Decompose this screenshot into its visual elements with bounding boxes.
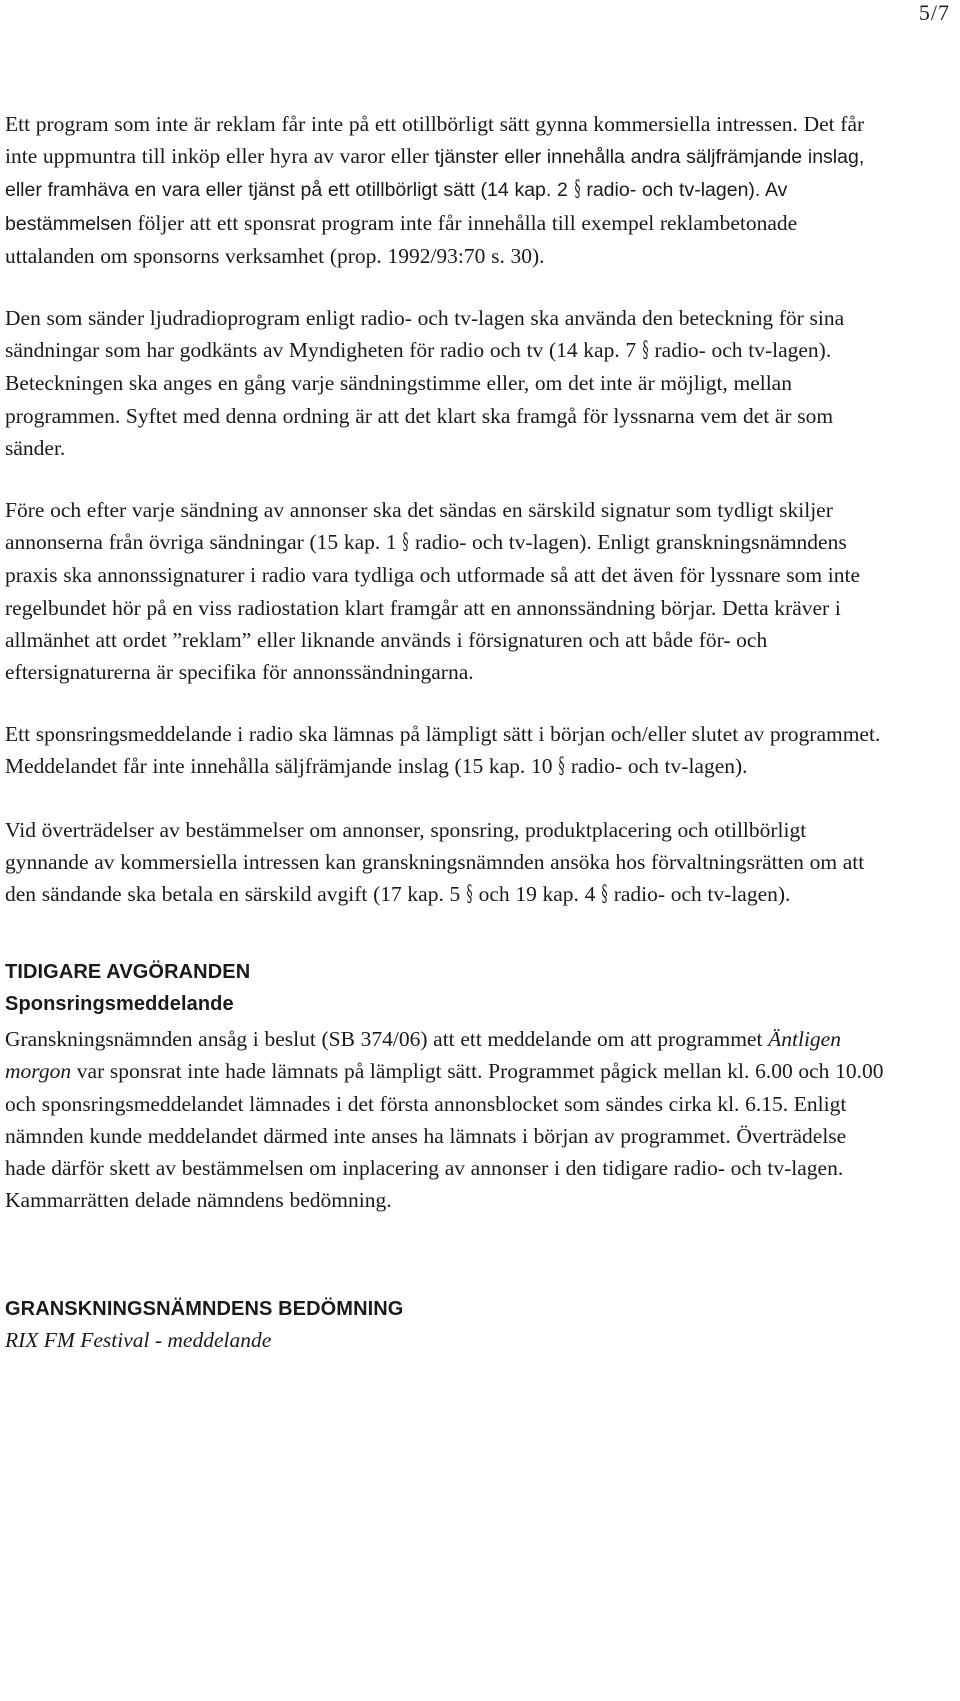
heading-sponsringsmeddelande: Sponsringsmeddelande <box>5 993 234 1016</box>
paragraph-1-text-c: radio- och tv-lagen). Av bestämmelsen <box>5 179 788 235</box>
paragraph-6-text-b: var sponsrat inte hade lämnats på lämpligt sätt. Programmet pågick mellan kl. 6.00 och 10.00 och sponsringsmeddelandet lämnades i det första annonsblocket som sändes cirka kl. 6.15. Enligt nämnden kunde meddelandet därmed inte anses ha lämnats i början av programmet. Överträdelse hade därför skett av bestämmelsen om inplacering av annonser i den tidigare radio- och tv-lagen. Kammarrätten delade nämndens bedömning. <box>5 1059 884 1213</box>
paragraph-5-text-c: radio- och tv-lagen). <box>608 882 791 907</box>
section-sign: § <box>558 754 565 780</box>
paragraph-6 <box>5 1023 885 1216</box>
section-sign: § <box>402 530 409 556</box>
document-body <box>5 108 885 1356</box>
program-title: Äntligen morgon <box>5 1027 841 1084</box>
paragraph-4-text-a: Ett sponsringsmeddelande i radio ska lämnas på lämpligt sätt i början och/eller slutet av programmet. Meddelandet får inte innehålla säljfrämjande inslag (15 kap. 10 <box>5 722 881 779</box>
subheading-rix-fm: RIX FM Festival - meddelande <box>5 1328 272 1353</box>
paragraph-4 <box>5 718 885 783</box>
paragraph-2 <box>5 302 885 464</box>
paragraph-1-text-d: följer att ett sponsrat program inte får innehålla till exempel reklambetonade uttalanden om sponsorns verksamhet (prop. 1992/93:70 s. 30). <box>5 210 798 268</box>
heading-tidigare-avgoranden: TIDIGARE AVGÖRANDEN <box>5 961 251 984</box>
paragraph-1 <box>5 108 885 272</box>
paragraph-5 <box>5 814 885 912</box>
paragraph-5-text-b: och 19 kap. 4 <box>472 882 602 907</box>
paragraph-3-text-b: radio- och tv-lagen). Enligt granskningsnämndens praxis ska annonssignaturer i radio vara tydliga och utformade så att det även för lyssnare som inte regelbundet hör på en viss radiostation klart framgår att en annonssändning börjar. Detta kräver i allmänhet att ordet ”reklam” eller liknande används i försignaturen och att både för- och eftersignaturerna är specifika för annonssändningarna. <box>5 530 860 685</box>
paragraph-1-text-b: tjänster eller innehålla andra säljfrämjande inslag, eller framhäva en vara eller tjänst på ett otillbörligt sätt (14 kap. 2 <box>5 146 865 202</box>
paragraph-3 <box>5 494 885 688</box>
paragraph-2-text-b: radio- och tv-lagen). Beteckningen ska anges en gång varje sändningstimme eller, om det inte är möjligt, mellan programmen. Syftet med denna ordning är att det klart ska framgå för lyssnarna vem det är som sänder. <box>5 338 834 460</box>
heading-granskningsnamndens-bedomning: GRANSKNINGSNÄMNDENS BEDÖMNING <box>5 1298 404 1321</box>
section-sign: § <box>601 882 608 908</box>
section-sign: § <box>642 338 649 364</box>
paragraph-6-text-a: Granskningsnämnden ansåg i beslut (SB 374/06) att ett meddelande om att programmet <box>5 1027 769 1052</box>
page-number: 5/7 <box>918 0 950 25</box>
section-sign: § <box>574 177 581 203</box>
section-sign: § <box>466 882 473 908</box>
paragraph-2-text-a: Den som sänder ljudradioprogram enligt radio- och tv-lagen ska använda den beteckning för sina sändningar som har godkänts av Myndigheten för radio och tv (14 kap. 7 <box>5 306 845 363</box>
paragraph-4-text-b: radio- och tv-lagen). <box>565 754 748 779</box>
paragraph-3-text-a: Före och efter varje sändning av annonser ska det sändas en särskild signatur som tydligt skiljer annonserna från övriga sändningar (15 kap. 1 <box>5 498 833 555</box>
paragraph-1-text-a: Ett program som inte är reklam får inte på ett otillbörligt sätt gynna kommersiella intressen. Det får inte uppmuntra till inköp eller hyra av varor eller <box>5 112 865 169</box>
paragraph-5-text-a: Vid överträdelser av bestämmelser om annonser, sponsring, produktplacering och otillbörligt gynnande av kommersiella intressen kan granskningsnämnden ansöka hos förvaltningsrätten om att den sändande ska betala en särskild avgift (17 kap. 5 <box>5 817 865 907</box>
